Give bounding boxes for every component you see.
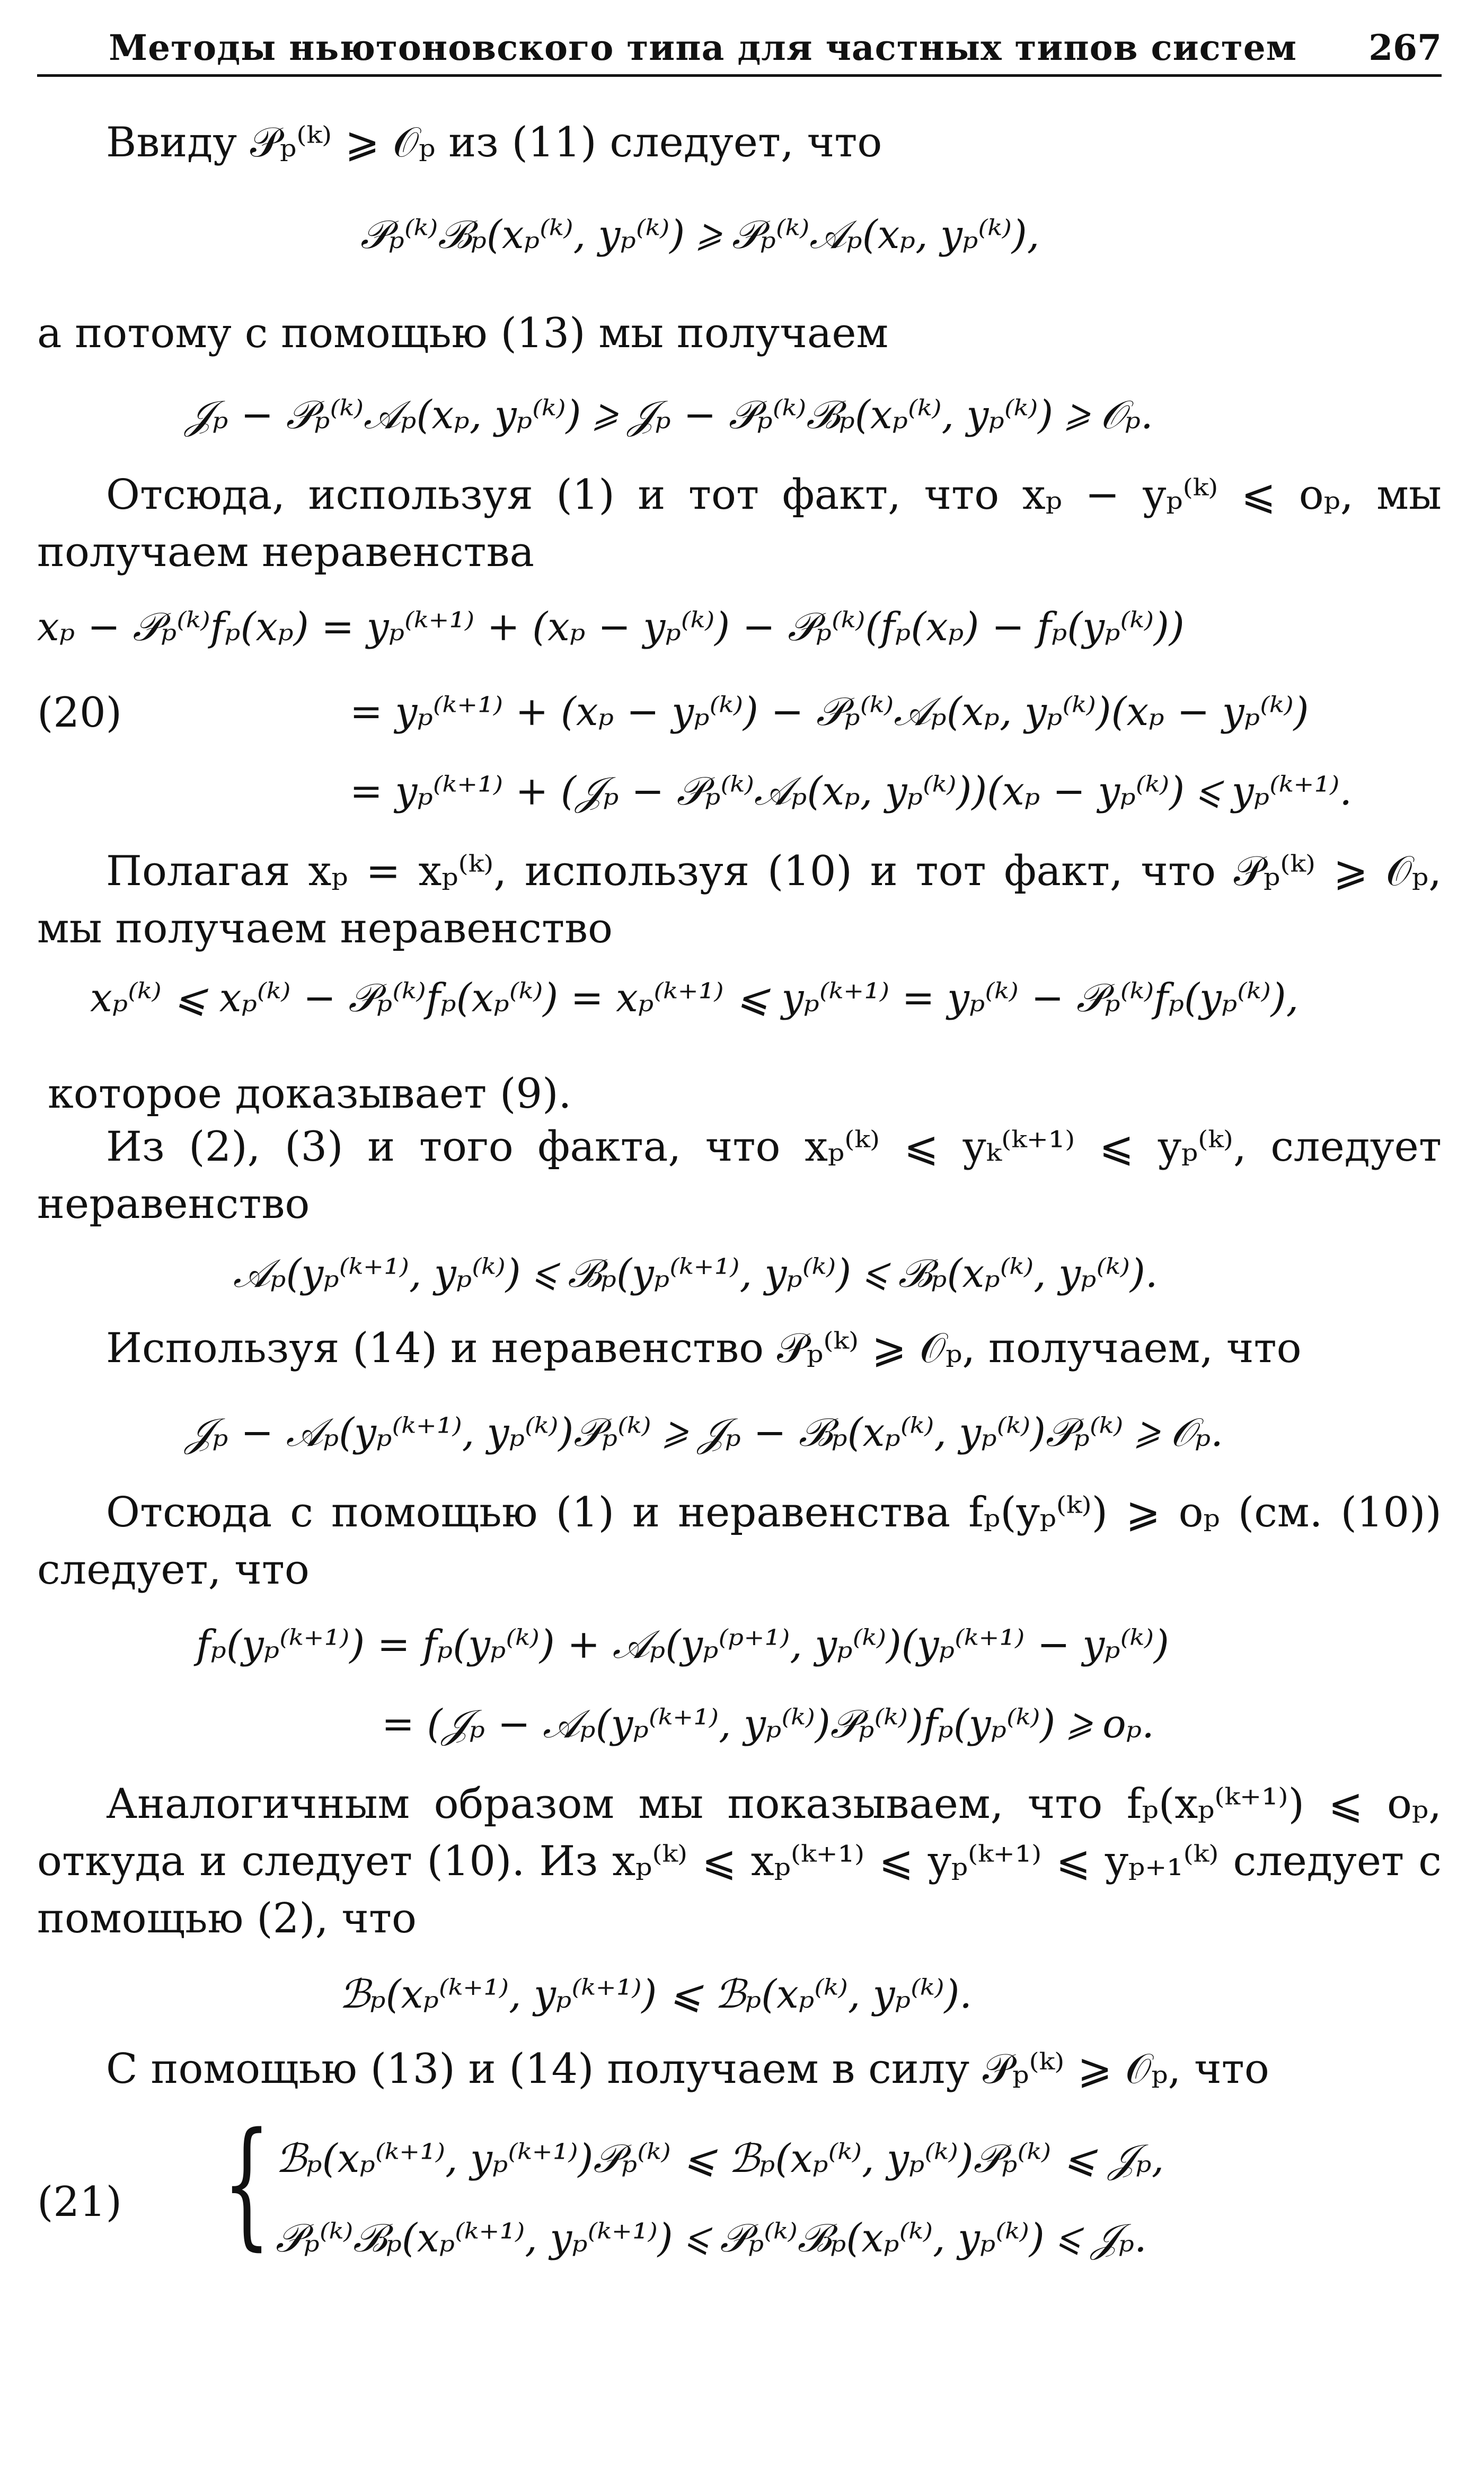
formula-7-line-2: = (𝒥ₚ − 𝒜ₚ(yₚ⁽ᵏ⁺¹⁾, yₚ⁽ᵏ⁾)𝒫ₚ⁽ᵏ⁾)fₚ(yₚ⁽ᵏ⁾) ⩾ oₚ. <box>382 1701 1154 1747</box>
formula-5: 𝒜ₚ(yₚ⁽ᵏ⁺¹⁾, yₚ⁽ᵏ⁾) ⩽ ℬₚ(yₚ⁽ᵏ⁺¹⁾, yₚ⁽ᵏ⁾) ⩽ ℬₚ(xₚ⁽ᵏ⁾, yₚ⁽ᵏ⁾). <box>233 1251 1158 1296</box>
paragraph-9: Аналогичным образом мы показываем, что fₚ(xₚ⁽ᵏ⁺¹⁾) ⩽ oₚ, откуда и следует (10). Из xₚ⁽ᵏ⁾ ⩽ xₚ⁽ᵏ⁺¹⁾ ⩽ yₚ⁽ᵏ⁺¹⁾ ⩽ yₚ₊₁⁽ᵏ⁾ следует с помощью (2), что <box>37 1780 1442 1942</box>
running-header <box>37 21 1442 77</box>
formula-6: 𝒥ₚ − 𝒜ₚ(yₚ⁽ᵏ⁺¹⁾, yₚ⁽ᵏ⁾)𝒫ₚ⁽ᵏ⁾ ⩾ 𝒥ₚ − ℬₚ(xₚ⁽ᵏ⁾, yₚ⁽ᵏ⁾)𝒫ₚ⁽ᵏ⁾ ⩾ 𝒪ₚ. <box>186 1410 1223 1455</box>
formula-4: xₚ⁽ᵏ⁾ ⩽ xₚ⁽ᵏ⁾ − 𝒫ₚ⁽ᵏ⁾fₚ(xₚ⁽ᵏ⁾) = xₚ⁽ᵏ⁺¹⁾ ⩽ yₚ⁽ᵏ⁺¹⁾ = yₚ⁽ᵏ⁾ − 𝒫ₚ⁽ᵏ⁾fₚ(yₚ⁽ᵏ⁾), <box>90 975 1299 1021</box>
paragraph-7: Используя (14) и неравенство 𝒫ₚ⁽ᵏ⁾ ⩾ 𝒪ₚ, получаем, что <box>106 1324 1302 1372</box>
paragraph-2: а потому с помощью (13) мы получаем <box>37 310 889 357</box>
formula-2: 𝒥ₚ − 𝒫ₚ⁽ᵏ⁾𝒜ₚ(xₚ, yₚ⁽ᵏ⁾) ⩾ 𝒥ₚ − 𝒫ₚ⁽ᵏ⁾ℬₚ(xₚ⁽ᵏ⁾, yₚ⁽ᵏ⁾) ⩾ 𝒪ₚ. <box>186 392 1153 438</box>
paragraph-6: Из (2), (3) и того факта, что xₚ⁽ᵏ⁾ ⩽ yₖ⁽ᵏ⁺¹⁾ ⩽ yₚ⁽ᵏ⁾, следует неравенство <box>37 1123 1442 1228</box>
paragraph-8: Отсюда с помощью (1) и неравенства fₚ(yₚ⁽ᵏ⁾) ⩾ oₚ (см. (10)) следует, что <box>37 1489 1442 1594</box>
paragraph-5: которое доказывает (9). <box>48 1070 572 1118</box>
paragraph-3: Отсюда, используя (1) и тот факт, что xₚ − yₚ⁽ᵏ⁾ ⩽ oₚ, мы получаем неравенства <box>37 471 1442 576</box>
equation-number-21: (21) <box>37 2178 122 2226</box>
formula-8: ℬₚ(xₚ⁽ᵏ⁺¹⁾, yₚ⁽ᵏ⁺¹⁾) ⩽ ℬₚ(xₚ⁽ᵏ⁾, yₚ⁽ᵏ⁾). <box>339 1972 972 2017</box>
header-title: Методы ньютоновского типа для частных типов систем <box>109 27 1297 68</box>
formula-3-line-1: xₚ − 𝒫ₚ⁽ᵏ⁾fₚ(xₚ) = yₚ⁽ᵏ⁺¹⁾ + (xₚ − yₚ⁽ᵏ⁾) − 𝒫ₚ⁽ᵏ⁾(fₚ(xₚ) − fₚ(yₚ⁽ᵏ⁾)) <box>37 604 1185 650</box>
formula-9-line-1: ℬₚ(xₚ⁽ᵏ⁺¹⁾, yₚ⁽ᵏ⁺¹⁾)𝒫ₚ⁽ᵏ⁾ ⩽ ℬₚ(xₚ⁽ᵏ⁾, yₚ⁽ᵏ⁾)𝒫ₚ⁽ᵏ⁾ ⩽ 𝒥ₚ, <box>276 2136 1164 2181</box>
paragraph-10: С помощью (13) и (14) получаем в силу 𝒫ₚ⁽ᵏ⁾ ⩾ 𝒪ₚ, что <box>106 2045 1269 2093</box>
formula-9-line-2: 𝒫ₚ⁽ᵏ⁾ℬₚ(xₚ⁽ᵏ⁺¹⁾, yₚ⁽ᵏ⁺¹⁾) ⩽ 𝒫ₚ⁽ᵏ⁾ℬₚ(xₚ⁽ᵏ⁾, yₚ⁽ᵏ⁾) ⩽ 𝒥ₚ. <box>276 2215 1147 2261</box>
equation-number-20: (20) <box>37 689 122 737</box>
formula-7-line-1: fₚ(yₚ⁽ᵏ⁺¹⁾) = fₚ(yₚ⁽ᵏ⁾) + 𝒜ₚ(yₚ⁽ᵖ⁺¹⁾, yₚ⁽ᵏ⁾)(yₚ⁽ᵏ⁺¹⁾ − yₚ⁽ᵏ⁾) <box>196 1622 1169 1667</box>
page-number: 267 <box>1368 27 1442 68</box>
paragraph-4: Полагая xₚ = xₚ⁽ᵏ⁾, используя (10) и тот факт, что 𝒫ₚ⁽ᵏ⁾ ⩾ 𝒪ₚ, мы получаем неравенство <box>37 847 1442 952</box>
formula-3-line-3: = yₚ⁽ᵏ⁺¹⁾ + (𝒥ₚ − 𝒫ₚ⁽ᵏ⁾𝒜ₚ(xₚ, yₚ⁽ᵏ⁾))(xₚ − yₚ⁽ᵏ⁾) ⩽ yₚ⁽ᵏ⁺¹⁾. <box>350 768 1352 814</box>
system-brace: { <box>223 2104 271 2264</box>
formula-1: 𝒫ₚ⁽ᵏ⁾ℬₚ(xₚ⁽ᵏ⁾, yₚ⁽ᵏ⁾) ⩾ 𝒫ₚ⁽ᵏ⁾𝒜ₚ(xₚ, yₚ⁽ᵏ⁾), <box>360 212 1040 258</box>
paragraph-1: Ввиду 𝒫ₚ⁽ᵏ⁾ ⩾ 𝒪ₚ из (11) следует, что <box>106 119 882 166</box>
formula-3-line-2: = yₚ⁽ᵏ⁺¹⁾ + (xₚ − yₚ⁽ᵏ⁾) − 𝒫ₚ⁽ᵏ⁾𝒜ₚ(xₚ, yₚ⁽ᵏ⁾)(xₚ − yₚ⁽ᵏ⁾) <box>350 689 1309 735</box>
